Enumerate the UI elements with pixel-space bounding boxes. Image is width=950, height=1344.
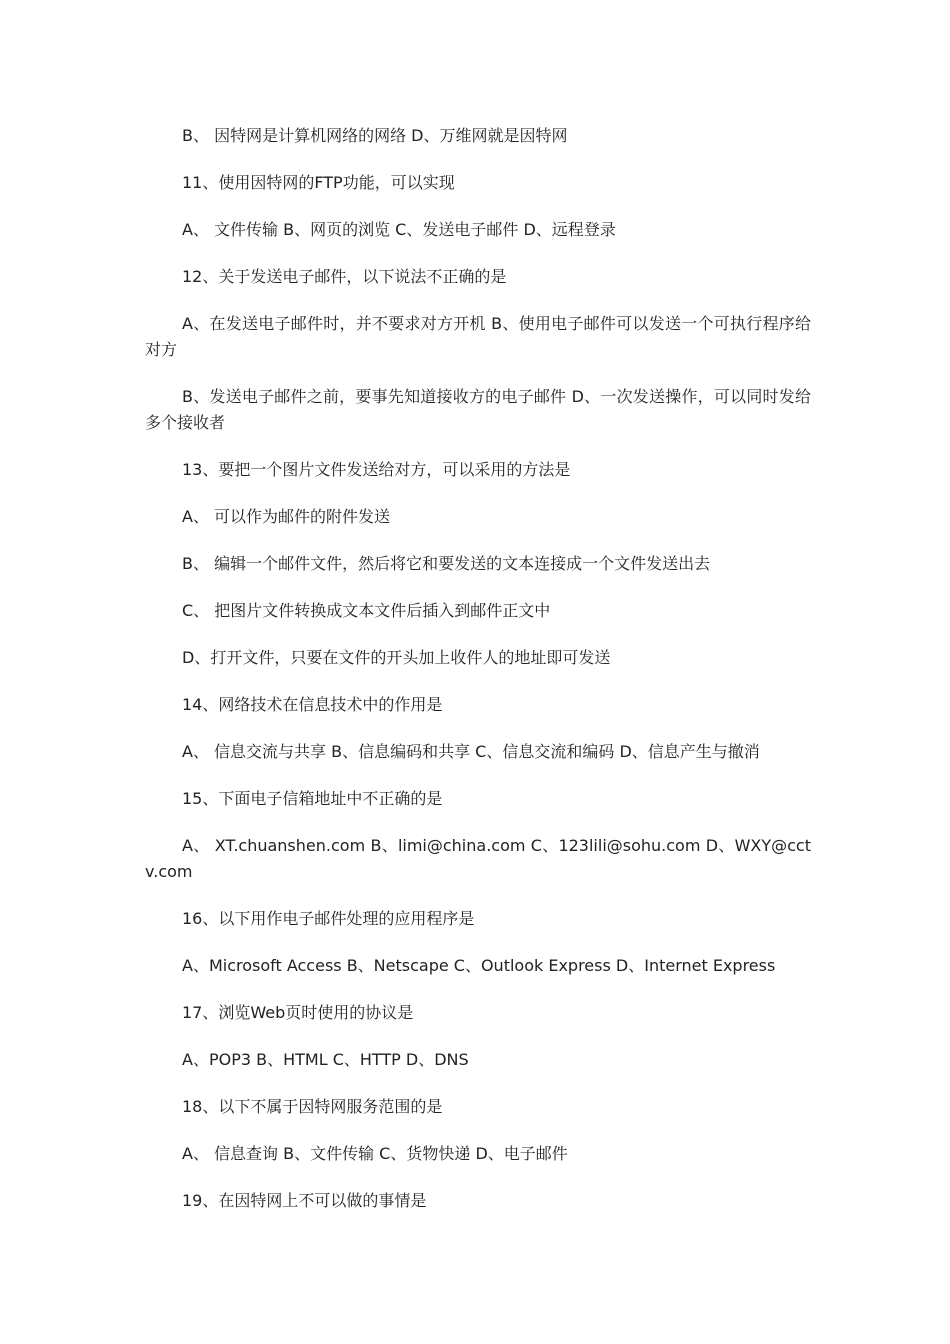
options-12-line-2: B、发送电子邮件之前，要事先知道接收方的电子邮件 D、一次发送操作，可以同时发给多个接收者: [145, 387, 811, 432]
options-12-line-1: A、在发送电子邮件时，并不要求对方开机 B、使用电子邮件可以发送一个可执行程序给对方: [145, 314, 811, 359]
question-16: 16、以下用作电子邮件处理的应用程序是: [182, 909, 475, 928]
options-14: A、 信息交流与共享 B、信息编码和共享 C、信息交流和编码 D、信息产生与撤消: [182, 742, 760, 761]
options-18: A、 信息查询 B、文件传输 C、货物快递 D、电子邮件: [182, 1144, 568, 1163]
document-body: [145, 123, 811, 1235]
option-13-a: A、 可以作为邮件的附件发送: [182, 507, 391, 526]
options-16: A、Microsoft Access B、Netscape C、Outlook Express D、Internet Express: [182, 956, 776, 975]
question-15: 15、下面电子信箱地址中不正确的是: [182, 789, 443, 808]
option-13-b: B、 编辑一个邮件文件，然后将它和要发送的文本连接成一个文件发送出去: [182, 554, 711, 573]
option-13-d: D、打开文件，只要在文件的开头加上收件人的地址即可发送: [182, 648, 611, 667]
question-13: 13、要把一个图片文件发送给对方，可以采用的方法是: [182, 460, 571, 479]
options-17: A、POP3 B、HTML C、HTTP D、DNS: [182, 1050, 469, 1069]
question-11: 11、使用因特网的FTP功能，可以实现: [182, 173, 455, 192]
question-18: 18、以下不属于因特网服务范围的是: [182, 1097, 443, 1116]
question-12: 12、关于发送电子邮件，以下说法不正确的是: [182, 267, 507, 286]
option-13-c: C、 把图片文件转换成文本文件后插入到邮件正文中: [182, 601, 551, 620]
question-17: 17、浏览Web页时使用的协议是: [182, 1003, 414, 1022]
option-line-b-internet: B、 因特网是计算机网络的网络 D、万维网就是因特网: [182, 126, 568, 145]
question-19: 19、在因特网上不可以做的事情是: [182, 1191, 427, 1210]
question-14: 14、网络技术在信息技术中的作用是: [182, 695, 443, 714]
options-15: A、 XT.chuanshen.com B、limi@china.com C、123lili@sohu.com D、WXY@cctv.com: [145, 836, 811, 881]
options-11: A、 文件传输 B、网页的浏览 C、发送电子邮件 D、远程登录: [182, 220, 616, 239]
